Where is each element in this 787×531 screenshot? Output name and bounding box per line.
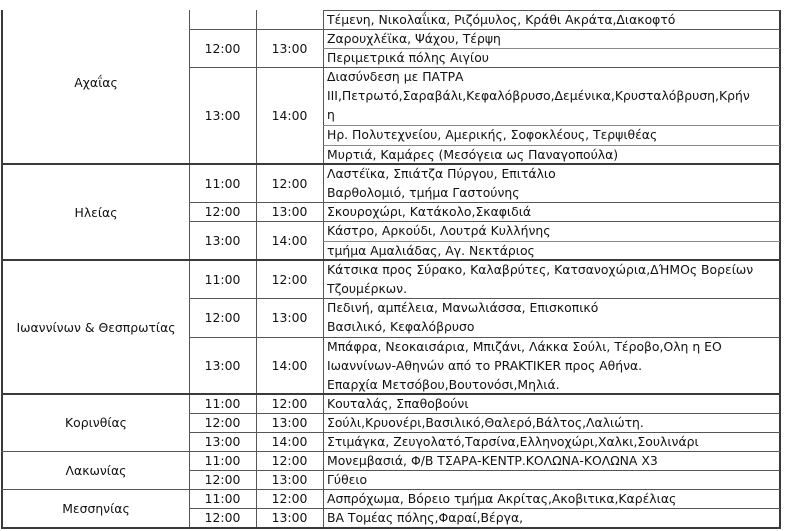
- end-time-cell: 14:00: [271, 358, 308, 373]
- region-cell: [3, 260, 189, 394]
- area-description: Κουταλάς, Σπαθοβούνι: [327, 396, 469, 411]
- end-time-cell: 14:00: [271, 233, 308, 248]
- start-time-cell: 12:00: [204, 310, 241, 325]
- start-time-cell: 12:00: [204, 415, 241, 430]
- start-time-cell: [189, 10, 256, 29]
- area-description: Μονεμβασιά, Φ/Β ΤΣΑΡΑ-ΚΕΝΤΡ.ΚΟΛΩΝΑ-ΚΟΛΩΝΑ Χ3: [327, 453, 658, 468]
- start-time-cell: 11:00: [204, 271, 241, 287]
- area-description: Βαρθολομιό, τμήμα Γαστούνης: [327, 185, 520, 200]
- end-time-cell: 12:00: [271, 453, 308, 468]
- region-name: Ιωαννίνων & Θεσπρωτίας: [16, 319, 176, 335]
- grid-line: [323, 125, 780, 126]
- end-time-cell: 13:00: [271, 310, 308, 325]
- area-description: Λαστέϊκα, Σπιάτζα Πύργου, Επιτάλιο: [327, 166, 556, 181]
- grid-line: [323, 241, 780, 242]
- grid-line: [323, 145, 780, 146]
- area-description: Κάτσικα προς Σύρακο, Καλαβρύτες, Κατσανοχώρια,ΔΉΜΟς Βορείων: [327, 262, 754, 277]
- region-name: Μεσσηνίας: [62, 500, 130, 516]
- grid-line: [1, 163, 781, 165]
- end-time-cell: 14:00: [271, 108, 308, 123]
- area-description: Μυρτιά, Καμάρες (Μεσόγεια ως Παναγοπούλα): [327, 147, 619, 162]
- region-cell: [3, 394, 189, 451]
- start-time-cell: 11:00: [204, 396, 241, 411]
- area-description: Βασιλικό, Κεφαλόβρυσο: [327, 319, 475, 334]
- area-description: Ασπρόχωμα, Βόρειο τμήμα Ακρίτας,Ακοβιτικα,Καρέλιας: [327, 491, 677, 506]
- grid-line: [1, 451, 781, 452]
- start-time-cell: 12:00: [204, 204, 241, 219]
- area-description: Πεδινή, αμπέλεια, Μανωλιάσσα, Επισκοπικό: [327, 300, 599, 315]
- grid-line: [189, 413, 780, 414]
- area-description: η: [327, 107, 335, 122]
- region-cell: [3, 164, 189, 260]
- area-description: Διασύνδεση με ΠΑΤΡΑ: [327, 69, 464, 84]
- end-time-cell: 12:00: [271, 175, 308, 191]
- region-cell: [3, 489, 189, 527]
- area-description: Κάστρο, Αρκούδι, Λουτρά Κυλλήνης: [327, 223, 551, 238]
- area-description: Επαρχία Μετσόβου,Βουτονόσι,Μηλιά.: [327, 377, 560, 392]
- area-description: τμήμα Αμαλιάδας, Αγ. Νεκτάριος: [327, 243, 535, 258]
- start-time-cell: 12:00: [204, 40, 241, 56]
- grid-line: [189, 432, 780, 433]
- end-time-cell: 12:00: [271, 396, 308, 411]
- grid-line: [189, 29, 780, 30]
- area-description: Σούλι,Κρυονέρι,Βασιλικό,Θαλερό,Βάλτος,Λαλιώτη.: [327, 415, 644, 430]
- end-time-cell: 12:00: [271, 271, 308, 287]
- grid-line: [1, 527, 781, 529]
- region-cell: [3, 451, 189, 489]
- start-time-cell: 13:00: [204, 434, 241, 449]
- end-time-cell: 13:00: [271, 510, 308, 525]
- region-name: Κορινθίας: [65, 415, 127, 430]
- area-description: ΒΑ Τομέας πόλης,Φαραί,Βέργα,: [327, 510, 524, 525]
- area-description: Στιμάγκα, Ζευγολατό,Ταρσίνα,Ελληνοχώρι,Χαλκι,Σουλινάρι: [327, 434, 699, 449]
- grid-line: [1, 259, 781, 261]
- area-description: Μπάφρα, Νεοκαισάρια, Μπιζάνι, Λάκκα Σούλι, Τέροβο,Ολη η ΕΟ: [327, 339, 722, 354]
- grid-line: [1, 489, 781, 490]
- end-time-cell: 13:00: [271, 204, 308, 219]
- area-description: Περιμετρικά πόλης Αιγίου: [327, 50, 489, 65]
- grid-line: [189, 337, 780, 338]
- grid-line: [189, 67, 780, 68]
- area-description: Ηρ. Πολυτεχνείου, Αμερικής, Σοφοκλέους, Τερψιθέας: [327, 127, 658, 142]
- area-description: Γύθειο: [327, 472, 368, 487]
- area-description: Τέμενη, Νικολαΐικα, Ριζόμυλος, Κράθι Ακράτα,Διακοφτό: [327, 12, 676, 27]
- start-time-cell: 11:00: [204, 453, 241, 468]
- grid-line: [189, 470, 780, 471]
- area-description: Ζαρουχλέϊκα, Ψάχου, Τέρψη: [327, 31, 501, 46]
- grid-line: [189, 221, 780, 222]
- grid-line: [189, 202, 780, 203]
- start-time-cell: 11:00: [204, 175, 241, 191]
- grid-line: [323, 10, 780, 11]
- end-time-cell: 13:00: [271, 415, 308, 430]
- grid-line: [323, 48, 780, 49]
- grid-line: [1, 393, 781, 395]
- start-time-cell: 13:00: [204, 233, 241, 248]
- start-time-cell: 11:00: [204, 491, 241, 506]
- area-description: Τζουμέρκων.: [327, 281, 408, 296]
- grid-line: [189, 298, 780, 299]
- region-name: Ηλείας: [74, 204, 118, 220]
- end-time-cell: 14:00: [271, 434, 308, 449]
- area-description: Ιωαννίνων-Αθηνών από το PRAKTIKER προς Αθήνα.: [327, 358, 643, 373]
- region-name: Αχαΐας: [74, 74, 118, 90]
- area-description: ΙΙΙ,Πετρωτό,Σαραβάλι,Κεφαλόβρυσο,Δεμένικα,Κρυσταλόβρυση,Κρήν: [327, 88, 750, 103]
- grid-line: [189, 508, 780, 509]
- area-description: Σκουροχώρι, Κατάκολο,Σκαφιδιά: [327, 204, 532, 219]
- start-time-cell: 13:00: [204, 358, 241, 373]
- end-time-cell: 13:00: [271, 472, 308, 487]
- region-cell: [3, 0, 189, 164]
- end-time-cell: 12:00: [271, 491, 308, 506]
- start-time-cell: 12:00: [204, 472, 241, 487]
- region-name: Λακωνίας: [65, 462, 127, 478]
- end-time-cell: 13:00: [271, 40, 308, 56]
- start-time-cell: 12:00: [204, 510, 241, 525]
- end-time-cell: [256, 10, 323, 29]
- start-time-cell: 13:00: [204, 108, 241, 123]
